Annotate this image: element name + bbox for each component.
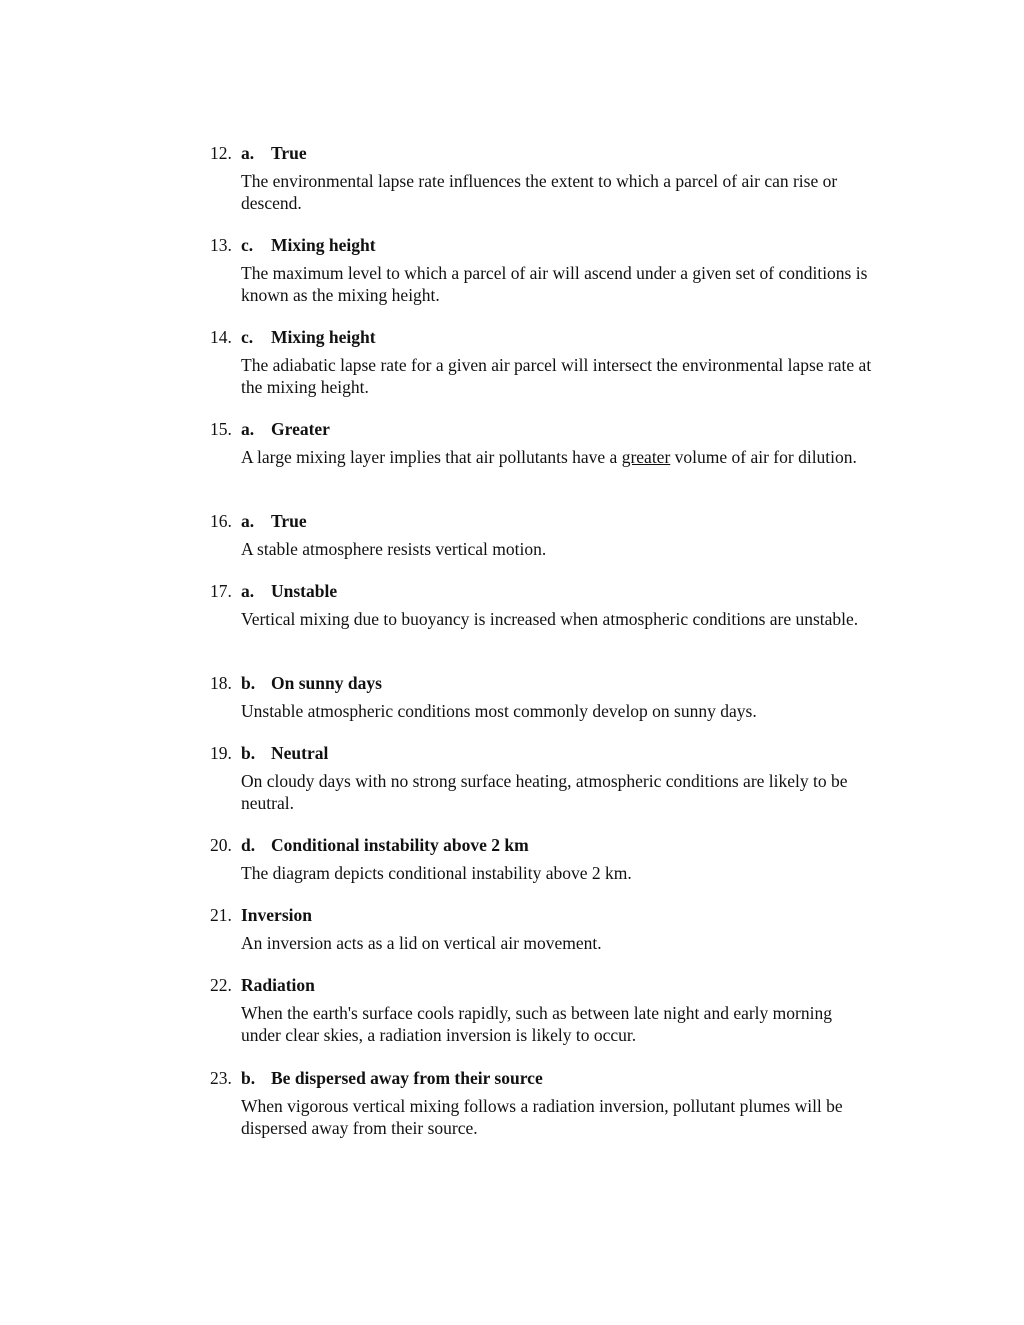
answer-explanation: The maximum level to which a parcel of air will ascend under a given set of conditions is known as the mixing height.	[241, 263, 868, 305]
item-number: 18.	[210, 673, 232, 693]
answer-text: Inversion	[241, 905, 312, 925]
explanation-text: A large mixing layer implies that air pollutants have a	[241, 447, 622, 467]
item-number: 15.	[210, 419, 232, 439]
answer-text: Unstable	[271, 581, 338, 601]
answer-item-16	[210, 510, 890, 560]
item-number: 21.	[210, 905, 232, 925]
choice-letter: b.	[241, 1068, 256, 1088]
item-number: 12.	[210, 143, 232, 163]
item-number: 13.	[210, 235, 232, 255]
choice-letter: a.	[241, 511, 255, 531]
answer-heading	[210, 418, 890, 440]
answer-explanation: The adiabatic lapse rate for a given air parcel will intersect the environmental lapse rate at the mixing height.	[241, 355, 872, 397]
answer-text: On sunny days	[271, 673, 382, 693]
answer-explanation: Vertical mixing due to buoyancy is increased when atmospheric conditions are unstable.	[241, 609, 859, 629]
answer-heading	[210, 326, 890, 348]
choice-letter: a.	[241, 143, 255, 163]
answer-text: Neutral	[271, 743, 329, 763]
answer-item-20	[210, 834, 890, 884]
answer-heading	[210, 580, 890, 602]
answer-text: Radiation	[241, 975, 315, 995]
answer-heading	[210, 742, 890, 764]
answer-explanation: A stable atmosphere resists vertical motion.	[241, 539, 547, 559]
choice-letter: c.	[241, 327, 254, 347]
answer-text: Conditional instability above 2 km	[271, 835, 529, 855]
answer-item-22	[210, 974, 890, 1046]
answer-item-15	[210, 418, 890, 468]
answer-heading	[210, 834, 890, 856]
explanation-text: volume of air for dilution.	[670, 447, 857, 467]
answer-heading	[210, 672, 890, 694]
answer-text: Greater	[271, 419, 330, 439]
choice-letter: b.	[241, 673, 256, 693]
answer-item-12	[210, 142, 890, 214]
answer-heading	[210, 904, 890, 926]
answer-heading	[210, 142, 890, 164]
item-number: 16.	[210, 511, 232, 531]
answer-explanation	[241, 446, 876, 468]
choice-letter: d.	[241, 835, 256, 855]
answer-explanation: The environmental lapse rate influences the extent to which a parcel of air can rise or descend.	[241, 171, 838, 213]
answer-explanation: The diagram depicts conditional instability above 2 km.	[241, 863, 632, 883]
answer-item-14	[210, 326, 890, 398]
item-number: 17.	[210, 581, 232, 601]
answer-explanation: On cloudy days with no strong surface heating, atmospheric conditions are likely to be neutral.	[241, 771, 848, 813]
answer-explanation: An inversion acts as a lid on vertical air movement.	[241, 933, 602, 953]
answer-heading	[210, 974, 890, 996]
answer-item-19	[210, 742, 890, 814]
choice-letter: b.	[241, 743, 256, 763]
answer-item-18	[210, 672, 890, 722]
answer-item-17	[210, 580, 890, 630]
item-number: 19.	[210, 743, 232, 763]
answer-text: True	[271, 143, 307, 163]
answer-explanation: When the earth's surface cools rapidly, such as between late night and early morning under clear skies, a radiation inversion is likely to occur.	[241, 1003, 832, 1045]
answer-heading	[210, 1067, 890, 1089]
item-number: 23.	[210, 1068, 232, 1088]
answer-item-21	[210, 904, 890, 954]
answer-item-13	[210, 234, 890, 306]
choice-letter: a.	[241, 581, 255, 601]
answer-explanation: When vigorous vertical mixing follows a radiation inversion, pollutant plumes will be dispersed away from their source.	[241, 1096, 843, 1138]
answer-text: Be dispersed away from their source	[271, 1068, 543, 1088]
underlined-word: greater	[621, 447, 671, 467]
item-number: 22.	[210, 975, 232, 995]
answer-explanation: Unstable atmospheric conditions most commonly develop on sunny days.	[241, 701, 757, 721]
item-number: 14.	[210, 327, 232, 347]
answer-heading	[210, 234, 890, 256]
answer-heading	[210, 510, 890, 532]
answer-text: True	[271, 511, 307, 531]
answer-text: Mixing height	[271, 327, 376, 347]
answer-text: Mixing height	[271, 235, 376, 255]
item-number: 20.	[210, 835, 232, 855]
answer-item-23	[210, 1067, 890, 1139]
choice-letter: c.	[241, 235, 254, 255]
choice-letter: a.	[241, 419, 255, 439]
